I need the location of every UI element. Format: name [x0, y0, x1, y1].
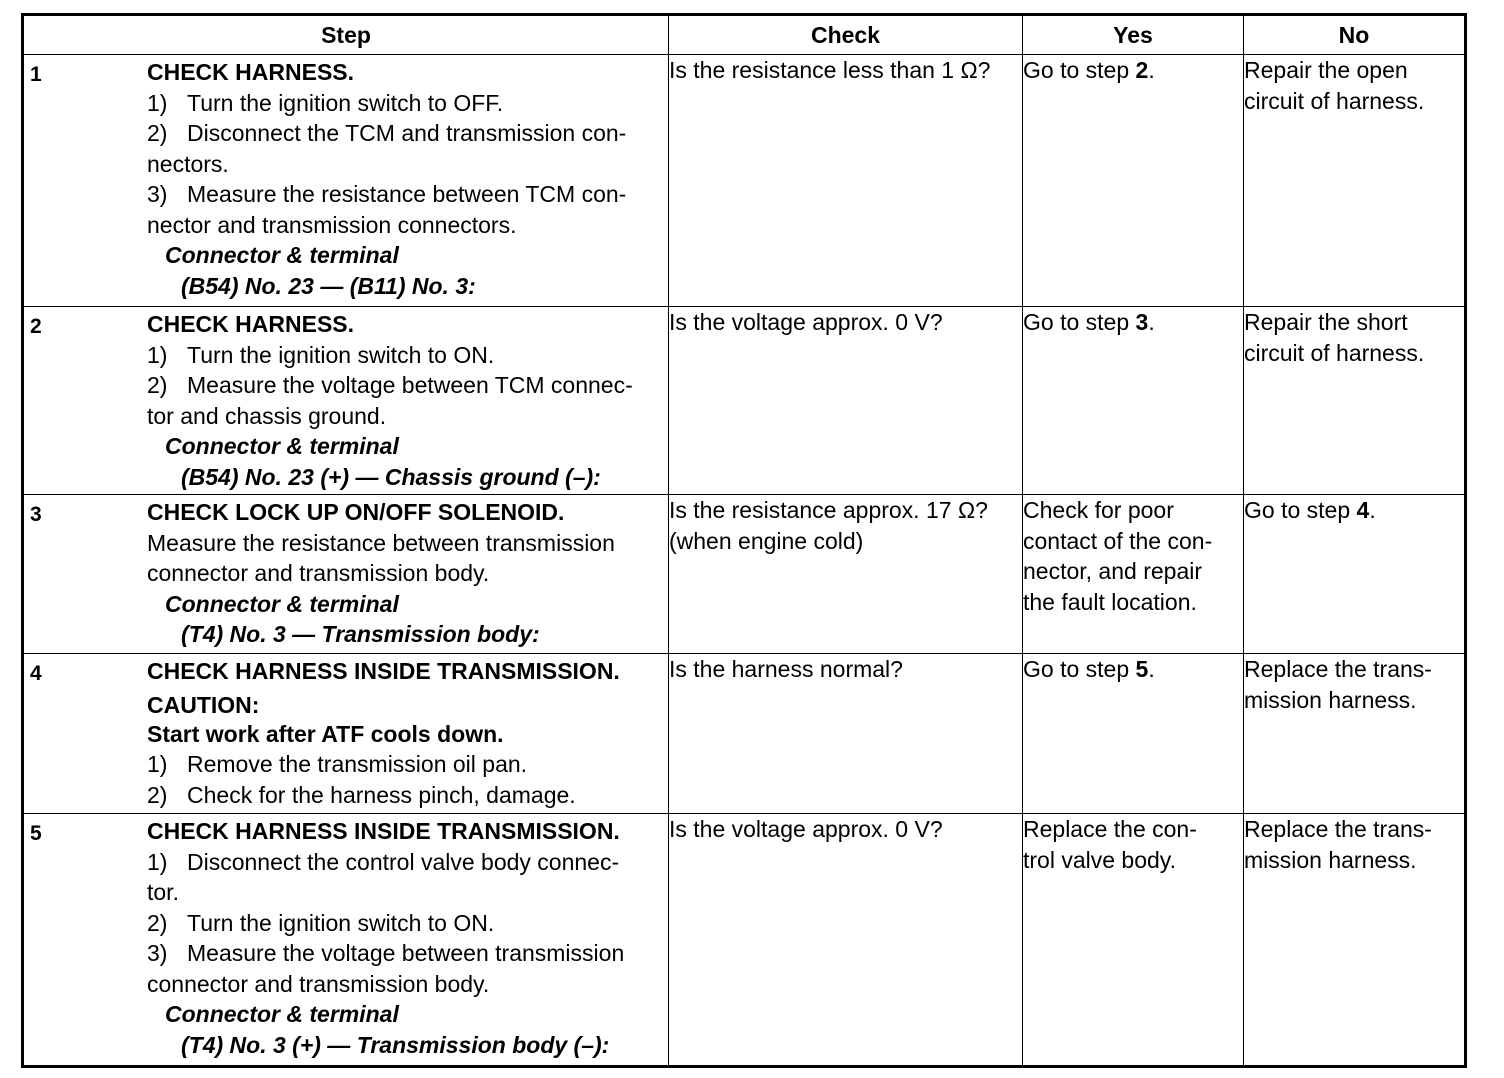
step-line: 3) Measure the voltage between transmission: [147, 940, 625, 966]
step-line: 1) Turn the ignition switch to OFF.: [147, 89, 504, 116]
no-cell: Repair the open circuit of harness.: [1244, 55, 1466, 307]
terminal-value: (T4) No. 3 — Transmission body:: [181, 621, 540, 647]
step-line: 2) Turn the ignition switch to ON.: [147, 909, 495, 936]
no-cell: Replace the trans- mission harness.: [1244, 814, 1466, 1067]
header-step: Step: [23, 15, 669, 55]
step-line: connector and transmission body.: [147, 560, 490, 586]
terminal-value: (B54) No. 23 — (B11) No. 3:: [181, 272, 476, 299]
table-row: [23, 55, 1466, 307]
check-text: Is the harness normal?: [669, 656, 903, 682]
step-body: [147, 55, 668, 301]
yes-cell: Go to step 3.: [1023, 307, 1244, 495]
step-number: 4: [30, 662, 42, 685]
step-number: 5: [30, 822, 42, 845]
step-cell: [23, 55, 669, 307]
check-text: (when engine cold): [669, 527, 864, 554]
yes-cell: Replace the con- trol valve body.: [1023, 814, 1244, 1067]
terminal-label: Connector & terminal: [165, 242, 399, 268]
check-text: Is the voltage approx. 0 V?: [669, 816, 943, 842]
table-row: [23, 495, 1466, 654]
step-line: 2) Disconnect the TCM and transmission con-: [147, 120, 627, 146]
step-title: CHECK HARNESS INSIDE TRANSMISSION.: [147, 818, 620, 844]
terminal-label: Connector & terminal: [165, 1001, 399, 1027]
step-cell: [23, 654, 669, 814]
caution-label: CAUTION:: [147, 691, 260, 718]
step-number: 1: [30, 63, 42, 86]
yes-cell: Check for poor contact of the con- nector, and repair the fault location.: [1023, 495, 1244, 654]
step-line: 2) Measure the voltage between TCM connec-: [147, 372, 633, 398]
step-ref: 3: [1135, 309, 1149, 335]
step-title: CHECK HARNESS INSIDE TRANSMISSION.: [147, 658, 620, 684]
step-line: 1) Remove the transmission oil pan.: [147, 751, 528, 777]
step-body: [147, 495, 668, 650]
header-no: No: [1244, 15, 1466, 55]
step-number: 2: [30, 315, 42, 338]
table-row: [23, 814, 1466, 1067]
step-line: nectors.: [147, 150, 229, 177]
terminal-label: Connector & terminal: [165, 433, 399, 459]
check-text: Is the voltage approx. 0 V?: [669, 309, 943, 335]
step-line: tor and chassis ground.: [147, 402, 387, 429]
step-title: CHECK LOCK UP ON/OFF SOLENOID.: [147, 499, 565, 525]
step-line: 1) Disconnect the control valve body connec-: [147, 848, 620, 875]
caution-text: Start work after ATF cools down.: [147, 720, 504, 747]
step-number: 3: [30, 503, 42, 526]
header-yes: Yes: [1023, 15, 1244, 55]
step-body: [147, 814, 668, 1060]
diagnostic-table: [21, 13, 1467, 1068]
step-ref: 5: [1135, 656, 1149, 682]
check-cell: [669, 654, 1023, 814]
step-title: CHECK HARNESS.: [147, 59, 355, 85]
terminal-label: Connector & terminal: [165, 590, 399, 617]
yes-cell: Go to step 5.: [1023, 654, 1244, 814]
check-cell: [669, 814, 1023, 1067]
step-line: connector and transmission body.: [147, 970, 490, 997]
step-line: 1) Turn the ignition switch to ON.: [147, 341, 495, 368]
no-cell: Replace the trans- mission harness.: [1244, 654, 1466, 814]
table-row: [23, 307, 1466, 495]
yes-cell: Go to step 2.: [1023, 55, 1244, 307]
step-ref: 2: [1135, 57, 1149, 83]
terminal-value: (B54) No. 23 (+) — Chassis ground (–):: [181, 463, 601, 490]
no-cell: Go to step 4.: [1244, 495, 1466, 654]
step-cell: [23, 307, 669, 495]
step-ref: 4: [1356, 497, 1370, 523]
step-line: Measure the resistance between transmission: [147, 529, 615, 556]
check-cell: [669, 495, 1023, 654]
step-body: [147, 307, 668, 492]
step-line: tor.: [147, 879, 179, 905]
check-text: Is the resistance approx. 17 Ω?: [669, 497, 988, 523]
step-line: 2) Check for the harness pinch, damage.: [147, 781, 576, 808]
step-body: [147, 654, 668, 810]
step-cell: [23, 495, 669, 654]
no-cell: Repair the short circuit of harness.: [1244, 307, 1466, 495]
step-cell: [23, 814, 669, 1067]
step-line: nector and transmission connectors.: [147, 211, 517, 238]
check-text: Is the resistance less than 1 Ω?: [669, 57, 991, 83]
header-row: [23, 15, 1466, 55]
step-title: CHECK HARNESS.: [147, 311, 355, 337]
header-check: Check: [669, 15, 1023, 55]
terminal-value: (T4) No. 3 (+) — Transmission body (–):: [181, 1031, 610, 1058]
table-row: [23, 654, 1466, 814]
check-cell: [669, 307, 1023, 495]
step-line: 3) Measure the resistance between TCM con-: [147, 181, 627, 207]
check-cell: [669, 55, 1023, 307]
